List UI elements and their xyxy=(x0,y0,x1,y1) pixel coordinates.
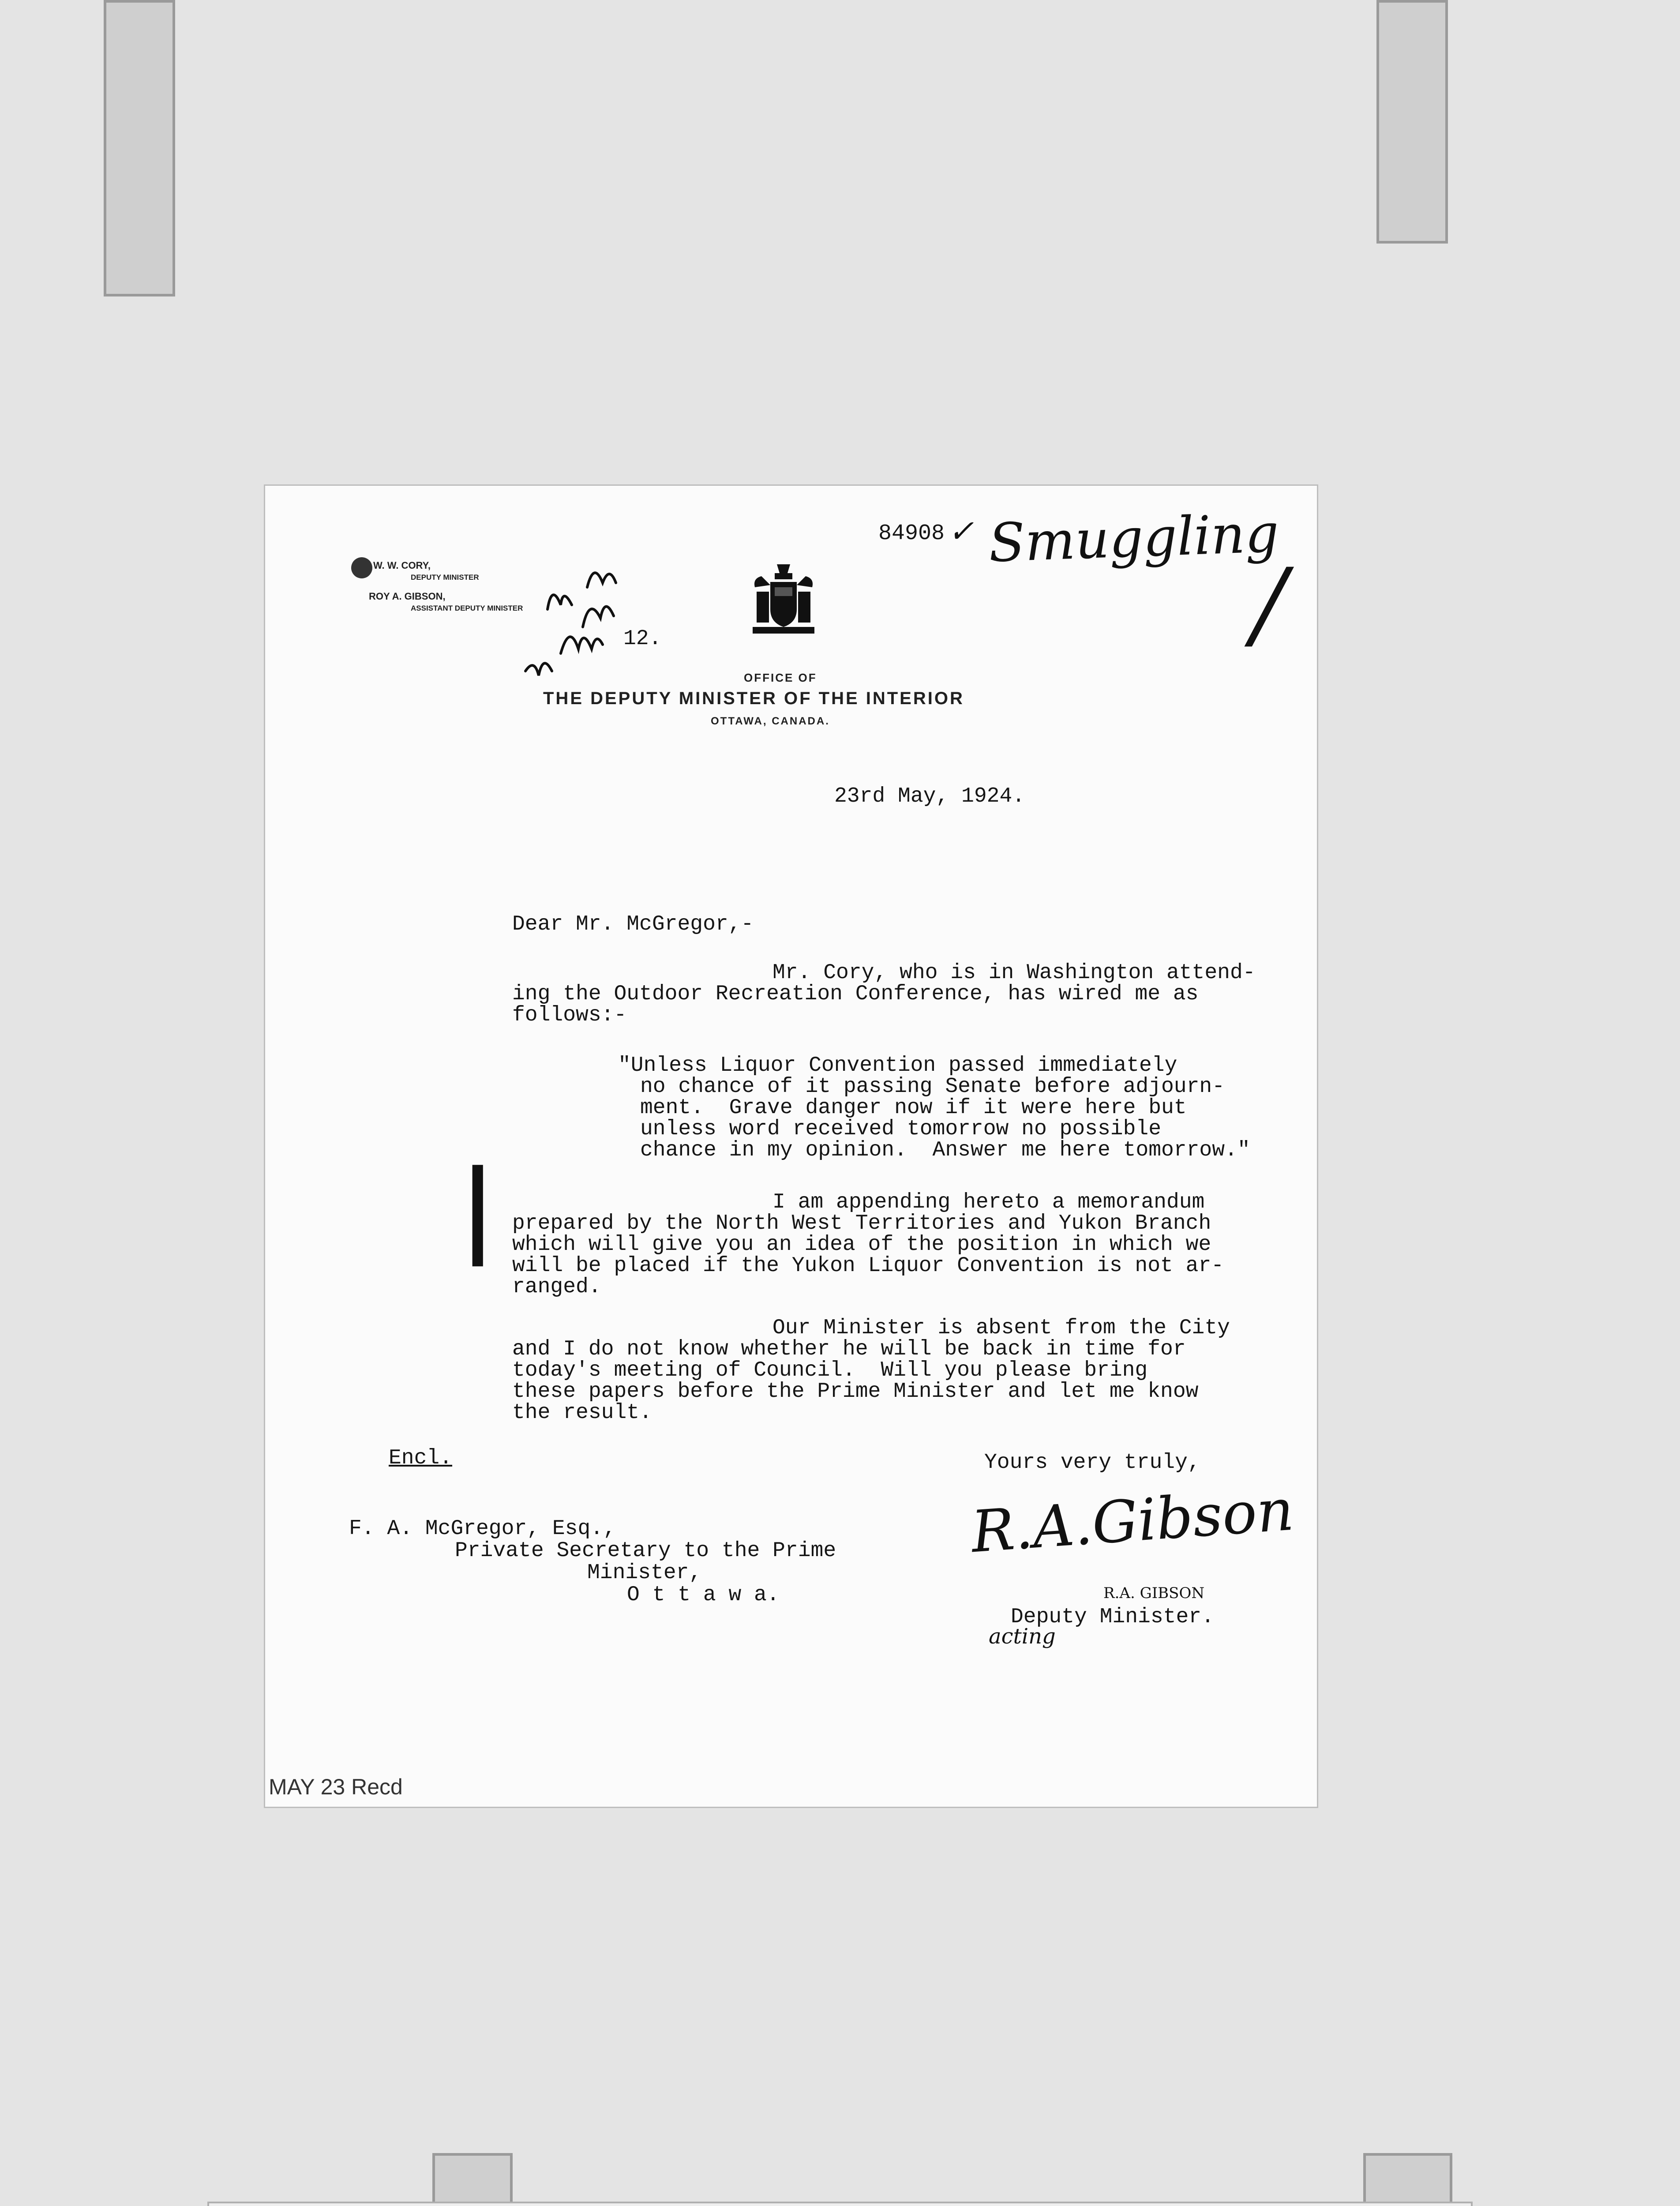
mounting-tape-bottom-right xyxy=(1363,2153,1452,2206)
signature: R.A.Gibson xyxy=(969,1476,1296,1566)
enclosure-note: Encl. xyxy=(389,1446,453,1470)
city: OTTAWA, CANADA. xyxy=(711,715,830,727)
punch-hole xyxy=(351,557,372,578)
body-line: prepared by the North West Territories and Yukon Branch xyxy=(512,1212,1211,1235)
page-number: 12. xyxy=(623,627,662,651)
tick-mark: / xyxy=(1241,548,1298,660)
closing: Yours very truly, xyxy=(984,1451,1200,1474)
officer2-name: ROY A. GIBSON, xyxy=(369,591,446,602)
mounting-tape-top-left xyxy=(104,0,175,296)
marginal-line: | xyxy=(459,1148,496,1267)
body-line: Our Minister is absent from the City xyxy=(772,1316,1230,1340)
recipient-line: O t t a w a. xyxy=(627,1583,780,1607)
body-line: unless word received tomorrow no possible xyxy=(640,1117,1161,1141)
handwritten-margin-note xyxy=(521,539,627,684)
letter-date: 23rd May, 1924. xyxy=(834,784,1025,808)
letter-sheet xyxy=(264,484,1318,1808)
body-line: chance in my opinion. Answer me here tomorrow." xyxy=(640,1138,1250,1162)
body-line: follows:- xyxy=(512,1003,627,1027)
file-number: 84908 xyxy=(878,521,945,546)
handwritten-note-scribble xyxy=(521,539,627,684)
body-line: and I do not know whether he will be back in time for xyxy=(512,1337,1186,1361)
body-line: the result. xyxy=(512,1401,652,1425)
body-line: will be placed if the Yukon Liquor Convention is not ar- xyxy=(512,1254,1224,1278)
body-line: no chance of it passing Senate before adjourn- xyxy=(640,1075,1225,1099)
body-line: these papers before the Prime Minister and let me know xyxy=(512,1380,1199,1403)
file-number-stroke: ✓ xyxy=(948,513,974,549)
body-line: ing the Outdoor Recreation Conference, has wired me as xyxy=(512,982,1199,1006)
archive-card xyxy=(207,2202,1473,2206)
received-stamp: MAY 23 Recd xyxy=(269,1775,403,1799)
body-line: today's meeting of Council. Will you please bring xyxy=(512,1358,1148,1382)
recipient-line: F. A. McGregor, Esq., xyxy=(349,1517,616,1541)
body-line: "Unless Liquor Convention passed immediately xyxy=(618,1054,1178,1077)
mounting-tape-bottom-center-left xyxy=(432,2153,513,2206)
printed-signature-name: R.A. GIBSON xyxy=(1103,1584,1205,1602)
body-line: I am appending hereto a memorandum xyxy=(772,1190,1205,1214)
salutation: Dear Mr. McGregor,- xyxy=(512,912,754,936)
recipient-line: Minister, xyxy=(587,1561,702,1585)
body-line: which will give you an idea of the position in which we xyxy=(512,1233,1211,1257)
office-of: OFFICE OF xyxy=(744,671,817,684)
recipient-line: Private Secretary to the Prime xyxy=(455,1539,836,1563)
acting-note: acting xyxy=(989,1624,1056,1649)
mounting-tape-top-right xyxy=(1376,0,1448,244)
body-line: Mr. Cory, who is in Washington attend- xyxy=(772,961,1256,985)
officer1-title: DEPUTY MINISTER xyxy=(411,573,479,582)
department-name: THE DEPUTY MINISTER OF THE INTERIOR xyxy=(543,689,964,708)
body-line: ranged. xyxy=(512,1275,601,1299)
body-line: ment. Grave danger now if it were here but xyxy=(640,1096,1187,1120)
officer1-name: W. W. CORY, xyxy=(373,560,431,571)
officer2-title: ASSISTANT DEPUTY MINISTER xyxy=(411,604,523,612)
subject-annotation: Smuggling xyxy=(987,503,1280,574)
coat-of-arms-icon xyxy=(750,561,817,636)
signatory-title: Deputy Minister. xyxy=(1011,1605,1214,1629)
